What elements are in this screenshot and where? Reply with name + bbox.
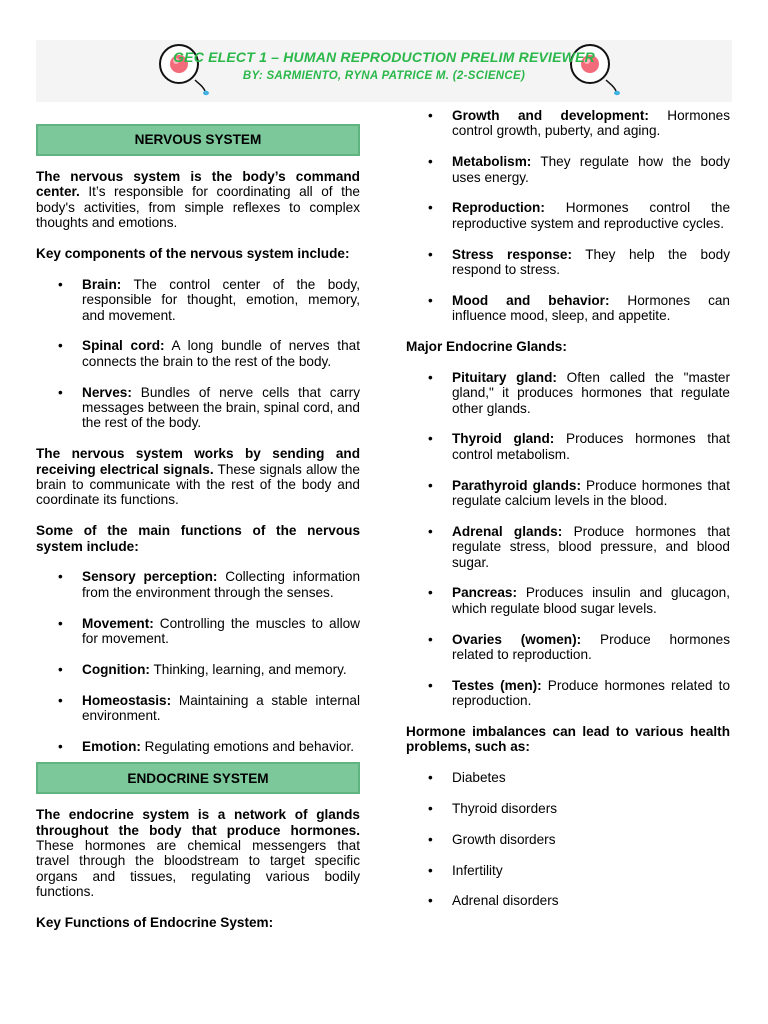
list-item: • Stress response: They help the body respond to stress. — [406, 247, 730, 278]
list-item: • Metabolism: They regulate how the body uses energy. — [406, 154, 730, 185]
endocrine-functions-lead: Key Functions of Endocrine System: — [36, 915, 274, 931]
list-item: • Adrenal disorders — [406, 893, 730, 908]
list-item: • Pituitary gland: Often called the "master gland," it produces hormones that regulate other glands. — [406, 370, 730, 416]
left-column — [36, 124, 360, 946]
list-item: • Emotion: Regulating emotions and behavior. — [36, 739, 360, 754]
list-item: • Adrenal glands: Produce hormones that regulate stress, blood pressure, and blood sugar. — [406, 524, 730, 570]
glands-list — [406, 370, 730, 709]
list-item: • Parathyroid glands: Produce hormones that regulate calcium levels in the blood. — [406, 478, 730, 509]
list-item: • Infertility — [406, 863, 730, 878]
list-item: • Growth disorders — [406, 832, 730, 847]
endocrine-intro: The endocrine system is a network of glands throughout the body that produce hormones. These hormones are chemical messengers that travel through the bloodstream to target specific organs and tissues, regulating various bodily functions. — [36, 807, 360, 900]
list-item: • Spinal cord: A long bundle of nerves that connects the brain to the rest of the body. — [36, 338, 360, 369]
list-item: • Growth and development: Hormones control growth, puberty, and aging. — [406, 108, 730, 139]
list-item: • Brain: The control center of the body, responsible for thought, emotion, memory, and movement. — [36, 277, 360, 323]
components-list — [36, 277, 360, 431]
right-column — [406, 108, 730, 924]
list-item: • Ovaries (women): Produce hormones related to reproduction. — [406, 632, 730, 663]
nervous-intro: The nervous system is the body’s command center. It’s responsible for coordinating all of the body's activities, from simple reflexes to complex thoughts and emotions. — [36, 169, 360, 231]
list-item: • Nerves: Bundles of nerve cells that carry messages between the brain, spinal cord, and the rest of the body. — [36, 385, 360, 431]
list-item: • Reproduction: Hormones control the reproductive system and reproductive cycles. — [406, 200, 730, 231]
endocrine-system-heading: ENDOCRINE SYSTEM — [36, 762, 360, 794]
list-item: • Thyroid disorders — [406, 801, 730, 816]
disorders-list — [406, 770, 730, 909]
endocrine-functions-list — [406, 108, 730, 324]
list-item: • Homeostasis: Maintaining a stable internal environment. — [36, 693, 360, 724]
list-item: • Thyroid gland: Produces hormones that control metabolism. — [406, 431, 730, 462]
list-item: • Pancreas: Produces insulin and glucagon, which regulate blood sugar levels. — [406, 585, 730, 616]
document-title: GEC ELECT 1 – HUMAN REPRODUCTION PRELIM REVIEWER — [173, 49, 595, 65]
nervous-system-heading: NERVOUS SYSTEM — [36, 124, 360, 156]
components-lead: Key components of the nervous system include: — [36, 246, 350, 262]
imbalance-lead: Hormone imbalances can lead to various health problems, such as: — [406, 724, 730, 755]
list-item: • Sensory perception: Collecting information from the environment through the senses. — [36, 569, 360, 600]
nervous-functions-list — [36, 569, 360, 754]
glands-lead: Major Endocrine Glands: — [406, 339, 567, 355]
list-item: • Mood and behavior: Hormones can influence mood, sleep, and appetite. — [406, 293, 730, 324]
nervous-works: The nervous system works by sending and receiving electrical signals. These signals allow the brain to communicate with the rest of the body and coordinate its functions. — [36, 446, 360, 508]
list-item: • Diabetes — [406, 770, 730, 785]
list-item: • Testes (men): Produce hormones related to reproduction. — [406, 678, 730, 709]
functions-lead: Some of the main functions of the nervous system include: — [36, 523, 360, 554]
list-item: • Movement: Controlling the muscles to allow for movement. — [36, 616, 360, 647]
list-item: • Cognition: Thinking, learning, and memory. — [36, 662, 360, 677]
document-author: BY: SARMIENTO, RYNA PATRICE M. (2-SCIENCE) — [242, 70, 526, 82]
